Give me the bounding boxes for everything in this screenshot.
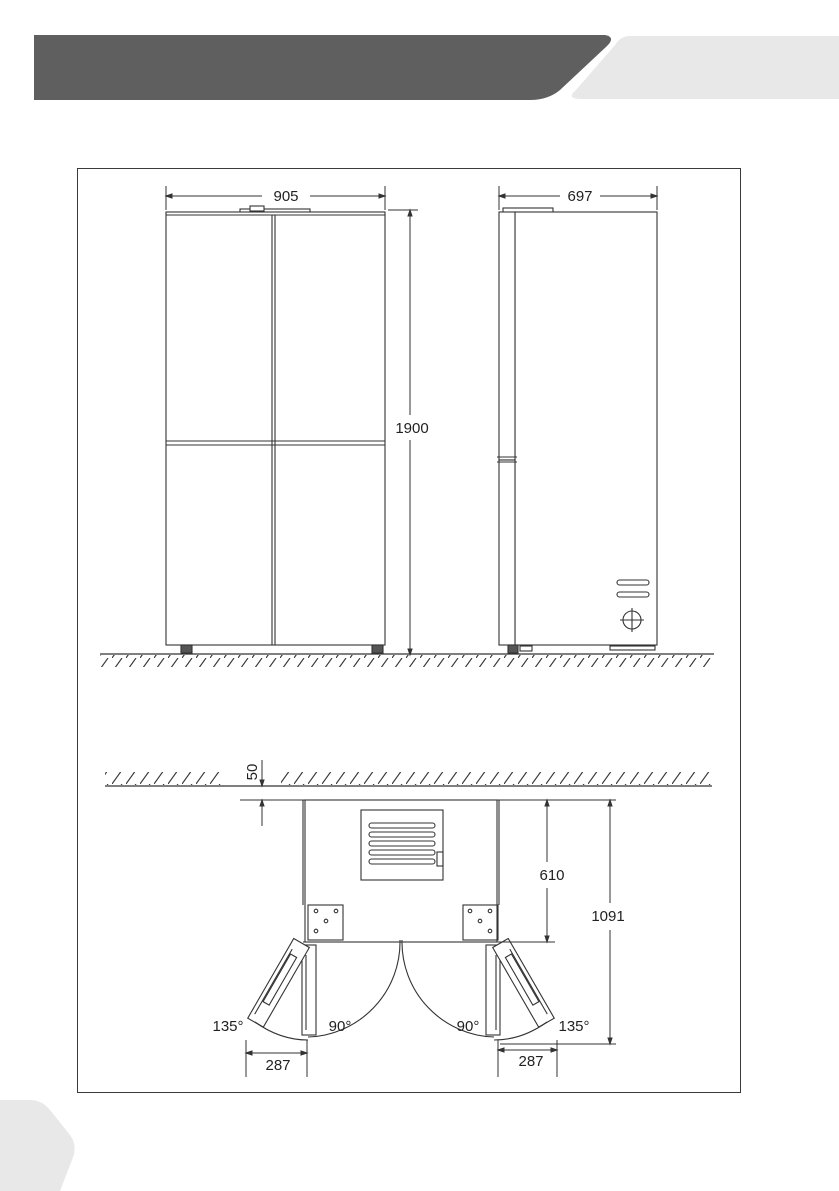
floor-hatch	[100, 654, 714, 667]
right-door-swing-label: 287	[518, 1053, 544, 1070]
left-angle-135-label: 135°	[212, 1018, 244, 1035]
right-angle-135-label: 135°	[558, 1018, 590, 1035]
open-depth-label: 1091	[591, 908, 625, 925]
left-door-90	[302, 945, 316, 1035]
corner-decoration	[0, 1080, 80, 1191]
wall-hatch	[105, 772, 712, 786]
right-door-swing-arc	[402, 940, 494, 1037]
top-view	[248, 800, 555, 1040]
cabinet-depth-label: 610	[539, 867, 565, 884]
side-depth-label: 697	[567, 188, 593, 205]
right-door-135	[493, 939, 555, 1028]
left-door-swing-arc	[308, 940, 400, 1037]
front-width-label: 905	[273, 188, 299, 205]
front-left-foot	[181, 645, 192, 653]
front-height-label: 1900	[395, 420, 429, 437]
front-right-foot	[372, 645, 383, 653]
side-view	[497, 208, 657, 653]
right-angle-90-label: 90°	[456, 1018, 480, 1035]
wall-clearance-label: 50	[244, 763, 261, 781]
left-door-135	[248, 939, 310, 1028]
left-angle-90-label: 90°	[328, 1018, 352, 1035]
front-view	[166, 206, 385, 653]
top-cabinet-body	[305, 800, 497, 942]
left-door-swing-label: 287	[265, 1057, 291, 1074]
right-door-90	[486, 945, 500, 1035]
